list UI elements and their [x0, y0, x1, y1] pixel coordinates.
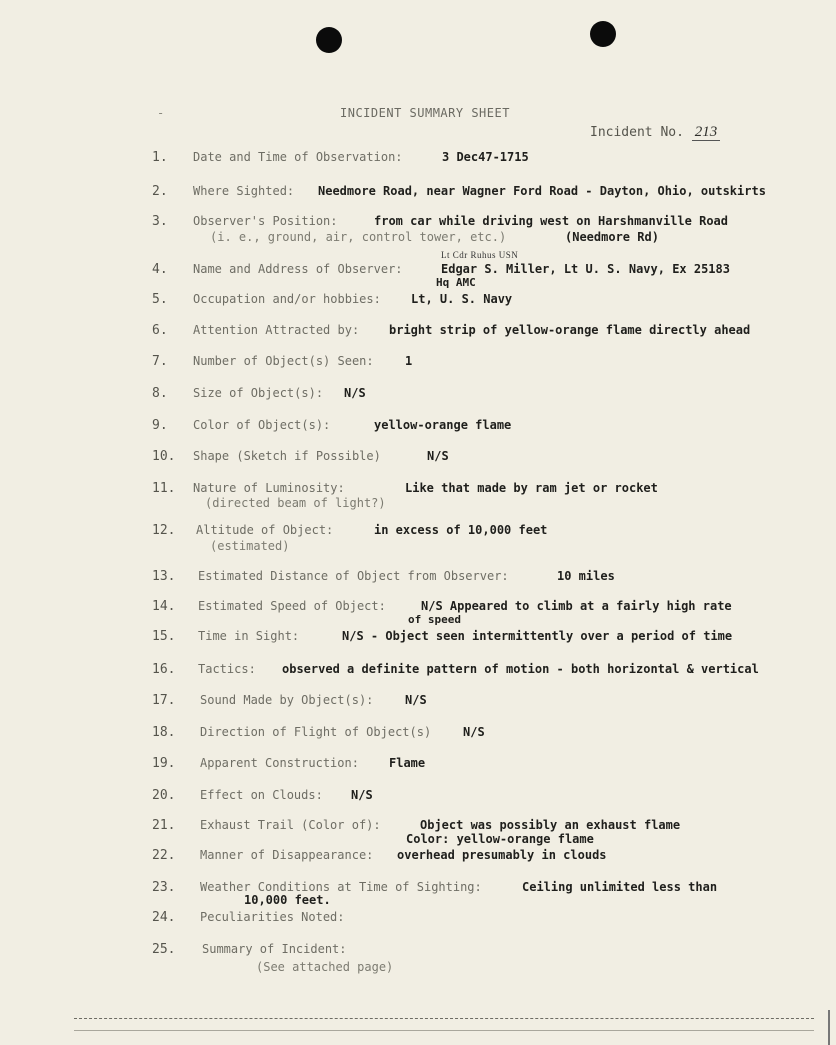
item-label: Time in Sight: [198, 629, 300, 643]
item-number: 2. [152, 184, 168, 199]
item-sub-label: (estimated) [210, 539, 290, 553]
header-dash: - [157, 106, 165, 120]
item-answer-continued: Hq AMC [436, 276, 476, 289]
item-number: 23. [152, 880, 176, 895]
item-label: Altitude of Object: [196, 523, 334, 537]
item-answer: from car while driving west on Harshmanville Road [374, 214, 729, 228]
item-number: 25. [152, 942, 176, 957]
item-answer: yellow-orange flame [374, 418, 512, 432]
item-answer: Like that made by ram jet or rocket [405, 481, 658, 495]
item-sub-label: (directed beam of light?) [205, 496, 386, 510]
item-answer: N/S [351, 788, 373, 802]
item-label: Observer's Position: [193, 214, 338, 228]
item-number: 11. [152, 481, 176, 496]
punch-hole-right [590, 21, 616, 47]
item-answer: 1 [405, 354, 413, 368]
item-number: 8. [152, 386, 168, 401]
item-number: 20. [152, 788, 176, 803]
item-number: 4. [152, 262, 168, 277]
item-label: Effect on Clouds: [200, 788, 323, 802]
item-number: 3. [152, 214, 168, 229]
item-answer: N/S [405, 693, 427, 707]
item-label: Occupation and/or hobbies: [193, 292, 381, 306]
item-label: Apparent Construction: [200, 756, 359, 770]
item-answer: Flame [389, 756, 426, 770]
item-label: Size of Object(s): [193, 386, 324, 400]
bottom-rule [74, 1018, 814, 1019]
item-answer: Lt, U. S. Navy [411, 292, 513, 306]
item-number: 16. [152, 662, 176, 677]
item-answer: in excess of 10,000 feet [374, 523, 548, 537]
item-label: Sound Made by Object(s): [200, 693, 374, 707]
item-number: 6. [152, 323, 168, 338]
item-number: 9. [152, 418, 168, 433]
item-number: 13. [152, 569, 176, 584]
item-label: Weather Conditions at Time of Sighting: [200, 880, 482, 894]
item-number: 21. [152, 818, 176, 833]
item-answer-continued: of speed [408, 613, 461, 626]
item-answer-continued: 10,000 feet. [244, 893, 331, 907]
item-sub-label: (See attached page) [256, 960, 394, 974]
item-label: Where Sighted: [193, 184, 295, 198]
item-label: Date and Time of Observation: [193, 150, 403, 164]
item-answer: overhead presumably in clouds [397, 848, 607, 862]
item-answer-continued: (Needmore Rd) [565, 230, 659, 244]
item-number: 17. [152, 693, 176, 708]
item-label: Summary of Incident: [202, 942, 347, 956]
item-number: 7. [152, 354, 168, 369]
item-number: 18. [152, 725, 176, 740]
bottom-rule-secondary [74, 1030, 814, 1031]
item-number: 22. [152, 848, 176, 863]
item-answer: N/S - Object seen intermittently over a period of time [342, 629, 733, 643]
item-label: Number of Object(s) Seen: [193, 354, 374, 368]
item-answer: Ceiling unlimited less than [522, 880, 718, 894]
item-number: 5. [152, 292, 168, 307]
page-edge-mark [828, 1010, 830, 1045]
item-answer: Edgar S. Miller, Lt U. S. Navy, Ex 25183 [441, 262, 730, 276]
item-number: 12. [152, 523, 176, 538]
item-answer: bright strip of yellow-orange flame directly ahead [389, 323, 751, 337]
item-answer: N/S [427, 449, 449, 463]
incident-number-field [590, 124, 720, 141]
item-answer: Needmore Road, near Wagner Ford Road - Dayton, Ohio, outskirts [318, 184, 766, 198]
item-number: 24. [152, 910, 176, 925]
item-label: Direction of Flight of Object(s) [200, 725, 432, 739]
item-number: 10. [152, 449, 176, 464]
item-sub-label: (i. e., ground, air, control tower, etc.) [210, 230, 507, 244]
item-label: Nature of Luminosity: [193, 481, 345, 495]
document-title: INCIDENT SUMMARY SHEET [340, 106, 510, 120]
item-answer: N/S [463, 725, 485, 739]
item-answer: N/S [344, 386, 366, 400]
item-number: 15. [152, 629, 176, 644]
item-number: 14. [152, 599, 176, 614]
item-label: Peculiarities Noted: [200, 910, 345, 924]
item-answer-continued: Color: yellow-orange flame [406, 832, 594, 846]
item-number: 1. [152, 150, 168, 165]
item-number: 19. [152, 756, 176, 771]
item-label: Exhaust Trail (Color of): [200, 818, 381, 832]
item-label: Attention Attracted by: [193, 323, 360, 337]
item-label: Color of Object(s): [193, 418, 331, 432]
item-answer: 3 Dec47-1715 [442, 150, 529, 164]
item-label: Shape (Sketch if Possible) [193, 449, 381, 463]
item-answer: observed a definite pattern of motion - both horizontal & vertical [282, 662, 759, 676]
item-label: Manner of Disappearance: [200, 848, 374, 862]
item-label: Name and Address of Observer: [193, 262, 403, 276]
punch-hole-left [316, 27, 342, 53]
item-label: Tactics: [198, 662, 256, 676]
incident-label: Incident No. [590, 125, 684, 140]
handwritten-note: Lt Cdr Ruhus USN [441, 250, 519, 260]
item-answer: 10 miles [557, 569, 615, 583]
item-answer: Object was possibly an exhaust flame [420, 818, 681, 832]
item-answer: N/S Appeared to climb at a fairly high rate [421, 599, 732, 613]
incident-number: 213 [692, 124, 721, 141]
item-label: Estimated Distance of Object from Observer: [198, 569, 509, 583]
item-label: Estimated Speed of Object: [198, 599, 386, 613]
